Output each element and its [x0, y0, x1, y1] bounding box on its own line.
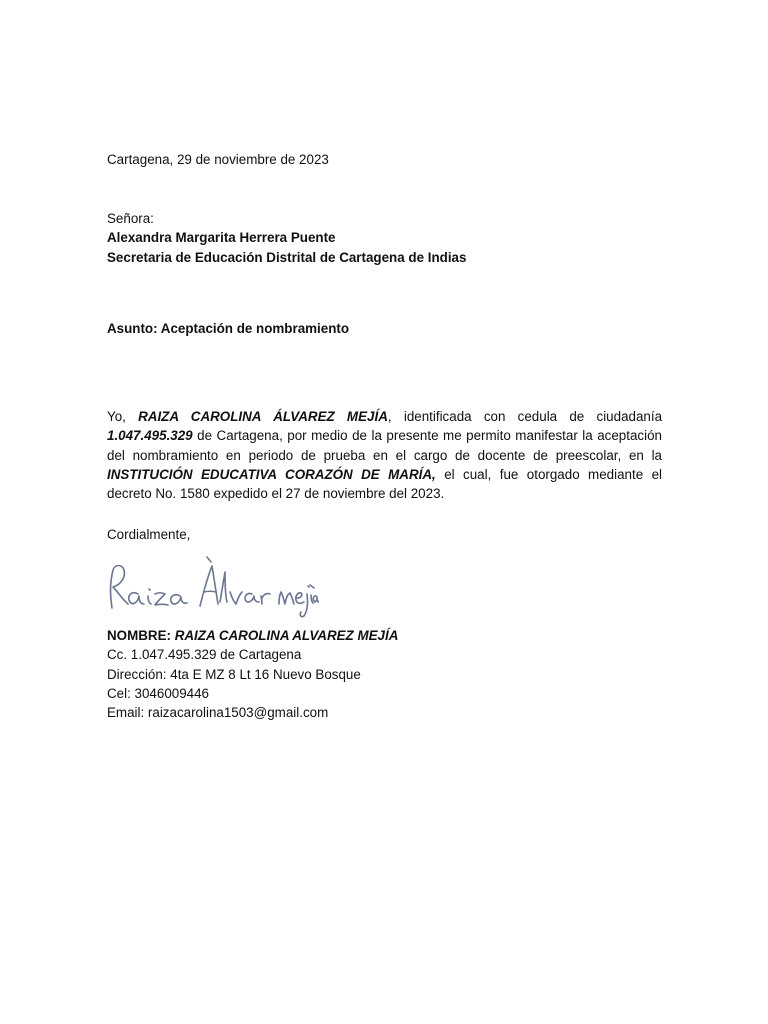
- body-text-4: el cual, fue otorgado mediante el decreto No. 1580 expedido el 27 de noviembre del 2023.: [107, 466, 662, 502]
- handwritten-signature: [104, 552, 319, 620]
- letter-closing: Cordialmente,: [107, 527, 191, 542]
- recipient-salutation: Señora:: [107, 211, 154, 226]
- signer-name-line: [107, 626, 662, 645]
- signer-label: NOMBRE:: [107, 628, 175, 643]
- signer-email: Email: raizacarolina1503@gmail.com: [107, 705, 329, 721]
- letter-date: Cartagena, 29 de noviembre de 2023: [107, 152, 329, 167]
- letter-body: [107, 407, 662, 503]
- letter-subject: Asunto: Aceptación de nombramiento: [107, 321, 350, 336]
- signer-block: [107, 626, 662, 722]
- body-institution: INSTITUCIÓN EDUCATIVA CORAZÓN DE MARÍA,: [107, 466, 436, 482]
- signer-phone: Cel: 3046009446: [107, 685, 210, 701]
- recipient-title: Secretaria de Educación Distrital de Cartagena de Indias: [107, 249, 467, 265]
- recipient-name: Alexandra Margarita Herrera Puente: [107, 230, 336, 246]
- body-text-2: , identificada con cedula de ciudadanía: [387, 409, 663, 424]
- body-text-3: de Cartagena, por medio de la presente me permito manifestar la aceptación del nombramiento en periodo de prueba en el cargo de docente de preescolar, en la: [107, 428, 662, 463]
- signer-name: RAIZA CAROLINA ALVAREZ MEJÍA: [174, 628, 399, 643]
- signer-cc: Cc. 1.047.495.329 de Cartagena: [107, 647, 302, 663]
- body-text-1: Yo,: [107, 409, 139, 424]
- body-id-number: 1.047.495.329: [107, 428, 193, 444]
- body-signer-name: RAIZA CAROLINA ÁLVAREZ MEJÍA: [138, 409, 388, 424]
- recipient-block: [107, 209, 662, 267]
- signer-address: Dirección: 4ta E MZ 8 Lt 16 Nuevo Bosque: [107, 666, 361, 682]
